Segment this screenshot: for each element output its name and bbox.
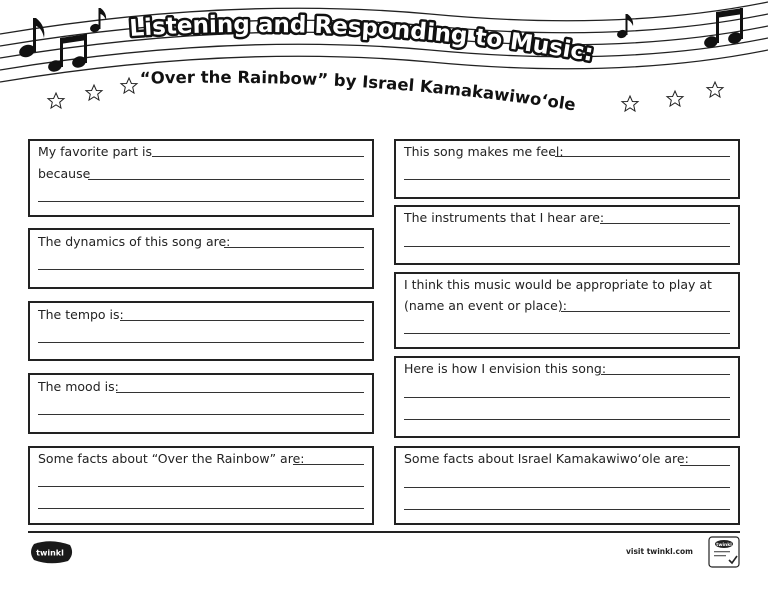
answer-line[interactable] (404, 509, 730, 510)
answer-line[interactable] (600, 223, 730, 224)
answer-line[interactable] (561, 311, 730, 312)
footer-divider (28, 531, 740, 533)
answer-line[interactable] (120, 320, 364, 321)
answer-line[interactable] (116, 392, 364, 393)
answer-line[interactable] (404, 246, 730, 247)
twinkl-logo (28, 540, 74, 564)
subtitle-text: “Over the Rainbow” by Israel Kamakawiwoʻole (139, 67, 578, 115)
artist-facts-prompt: Some facts about Israel Kamakawiwoʻole are: (404, 451, 689, 466)
quality-badge-icon (708, 536, 740, 568)
answer-line[interactable] (404, 179, 730, 180)
mood-prompt: The mood is: (38, 379, 119, 394)
answer-line[interactable] (555, 156, 730, 157)
feelings-prompt: This song makes me feel: (404, 144, 564, 159)
answer-line[interactable] (88, 179, 364, 180)
song-facts-prompt: Some facts about “Over the Rainbow” are: (38, 451, 305, 466)
title-text: Listening and Responding to Music: (128, 11, 596, 67)
tempo-prompt: The tempo is: (38, 307, 124, 322)
svg-text:twinkl: twinkl (716, 542, 732, 548)
visit-twinkl-link[interactable]: visit twinkl.com (626, 547, 693, 556)
answer-line[interactable] (38, 342, 364, 343)
answer-line[interactable] (601, 374, 730, 375)
answer-line[interactable] (404, 419, 730, 420)
worksheet-title (0, 0, 768, 130)
answer-line[interactable] (404, 397, 730, 398)
svg-text:twinkl: twinkl (36, 548, 64, 558)
envision-prompt: Here is how I envision this song: (404, 361, 607, 376)
answer-line[interactable] (38, 508, 364, 509)
dynamics-prompt: The dynamics of this song are: (38, 234, 231, 249)
svg-text:“Over the Rainbow” by Israel K (140, 68, 577, 115)
answer-line[interactable] (293, 464, 364, 465)
answer-line[interactable] (152, 156, 364, 157)
instruments-prompt: The instruments that I hear are: (404, 210, 605, 225)
answer-line[interactable] (38, 269, 364, 270)
answer-line[interactable] (38, 201, 364, 202)
answer-line[interactable] (224, 247, 364, 248)
because-prompt: because (38, 166, 91, 181)
answer-line[interactable] (404, 487, 730, 488)
event-or-place-prompt: (name an event or place): (404, 298, 567, 313)
favorite-part-prompt: My favorite part is (38, 144, 153, 159)
answer-line[interactable] (404, 333, 730, 334)
answer-line[interactable] (38, 414, 364, 415)
appropriate-event-prompt: I think this music would be appropriate to play at (404, 277, 712, 292)
answer-line[interactable] (38, 486, 364, 487)
answer-line[interactable] (680, 465, 730, 466)
svg-text:Listening and Responding to Mu (129, 12, 596, 67)
